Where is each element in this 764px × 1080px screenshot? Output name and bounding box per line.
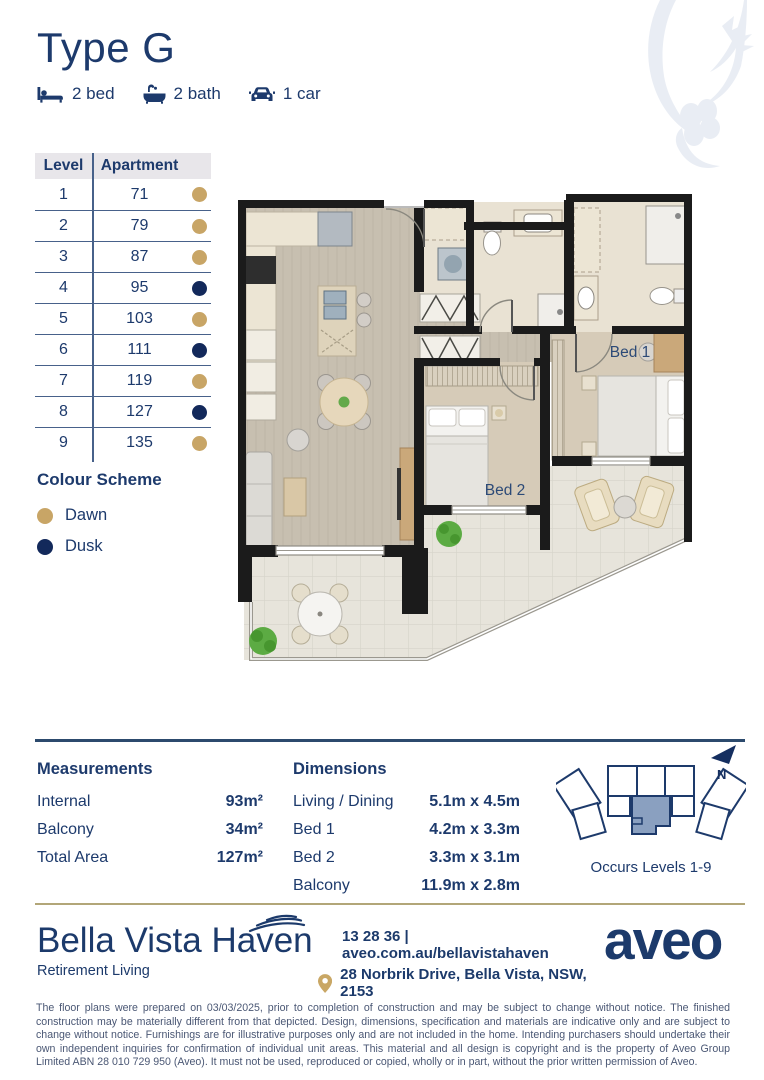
level-cell: 7 — [35, 365, 92, 396]
measurement-row — [37, 821, 263, 839]
table-row — [35, 210, 211, 241]
north-arrow-icon — [708, 743, 744, 785]
scheme-dot — [192, 219, 207, 234]
dimension-value: 3.3m x 3.1m — [429, 849, 520, 866]
measurement-label: Balcony — [37, 821, 94, 838]
apartment-cell: 111 — [92, 334, 187, 365]
locator-caption: Occurs Levels 1-9 — [590, 859, 712, 876]
dimension-label: Bed 1 — [293, 821, 335, 838]
bed-icon — [37, 85, 64, 103]
table-row — [35, 365, 211, 396]
measurement-value: 34m² — [225, 821, 263, 838]
community-tagline: Retirement Living — [37, 962, 150, 979]
measurement-row — [37, 849, 263, 867]
car-icon — [249, 85, 275, 104]
apartment-cell: 87 — [92, 241, 187, 272]
feature-bath-label: 2 bath — [173, 84, 221, 103]
feature-bed — [37, 84, 115, 104]
bath-icon — [143, 84, 166, 104]
swoosh-icon — [248, 914, 306, 934]
scheme-dot — [192, 281, 207, 296]
measurement-label: Internal — [37, 793, 91, 810]
feature-car — [249, 84, 321, 104]
feature-car-label: 1 car — [282, 84, 321, 103]
dawn-dot — [37, 508, 53, 524]
legend-item-dusk — [37, 537, 162, 556]
table-row — [35, 241, 211, 272]
dimension-row — [293, 849, 520, 867]
feature-bed-label: 2 bed — [72, 84, 115, 103]
level-cell: 8 — [35, 396, 92, 427]
dusk-dot — [37, 539, 53, 555]
dimension-value: 11.9m x 2.8m — [421, 877, 520, 894]
address-text: 28 Norbrik Drive, Bella Vista, NSW, 2153 — [340, 966, 587, 1000]
apartment-cell: 103 — [92, 303, 187, 334]
contact-block — [318, 928, 608, 1000]
north-label: N — [717, 767, 727, 782]
aveo-logo: aveo — [604, 909, 722, 971]
community-brand — [37, 922, 313, 979]
section-divider-top — [35, 739, 745, 742]
apartment-table — [35, 153, 211, 458]
table-row — [35, 427, 211, 458]
measurements-section — [37, 760, 263, 877]
page-title: Type G — [37, 24, 176, 71]
feature-bath — [143, 84, 221, 104]
measurements-title: Measurements — [37, 760, 153, 778]
scheme-dot — [192, 250, 207, 265]
dusk-label: Dusk — [65, 537, 103, 555]
measurement-label: Total Area — [37, 849, 109, 866]
level-cell: 4 — [35, 272, 92, 303]
apartment-cell: 127 — [92, 396, 187, 427]
apartment-cell: 135 — [92, 427, 187, 458]
legend-item-dawn — [37, 506, 162, 525]
scheme-dot — [192, 405, 207, 420]
scheme-dot — [192, 436, 207, 451]
table-row — [35, 396, 211, 427]
disclaimer-text: The floor plans were prepared on 03/03/2025, prior to completion of construction and may be subject to change without notice. The finished construction may be materially different from that depicted. Design, dimensions, specification and materials are indicative only and are subject to change without notice. Furnishings are for illustrative purposes only and are not included in the home. Intending purchasers should undertake their own independent inquiries for confirmation of individual unit areas. This material and all design is copyright and is the property of Aveo Group Limited ABN 28 010 729 950 (Aveo). It must not be used, reproduced or copied, wholly or in part, without the prior written permission of Aveo. — [36, 1002, 730, 1069]
apartment-table-header — [35, 153, 211, 179]
dimensions-section — [293, 760, 520, 905]
feature-summary — [37, 84, 321, 104]
dimension-label: Bed 2 — [293, 849, 335, 866]
address-line — [318, 966, 608, 1000]
measurement-row — [37, 793, 263, 811]
dimension-value: 4.2m x 3.3m — [429, 821, 520, 838]
level-cell: 6 — [35, 334, 92, 365]
measurement-value: 93m² — [225, 793, 263, 810]
dawn-label: Dawn — [65, 506, 108, 524]
measurement-value: 127m² — [216, 849, 263, 866]
colour-scheme-title: Colour Scheme — [37, 470, 162, 489]
apartment-cell: 119 — [92, 365, 187, 396]
table-row — [35, 334, 211, 365]
level-cell: 2 — [35, 210, 92, 241]
dimension-label: Balcony — [293, 877, 350, 894]
scheme-dot — [192, 374, 207, 389]
table-row — [35, 272, 211, 303]
community-name: Bella Vista Haven — [37, 921, 313, 960]
location-pin-icon — [318, 973, 332, 994]
level-cell: 9 — [35, 427, 92, 458]
apartment-cell: 95 — [92, 272, 187, 303]
table-row — [35, 303, 211, 334]
dimension-row — [293, 793, 520, 811]
scheme-dot — [192, 312, 207, 327]
level-cell: 3 — [35, 241, 92, 272]
bed1-room-label: Bed 1 — [609, 344, 651, 361]
colour-scheme-legend — [37, 470, 162, 568]
aveo-feather-watermark — [594, 0, 764, 200]
scheme-dot — [192, 187, 207, 202]
section-divider-bottom — [35, 903, 745, 905]
dimensions-title: Dimensions — [293, 760, 387, 778]
apartment-cell: 71 — [130, 185, 149, 203]
apartment-cell: 79 — [92, 210, 187, 241]
dimension-row — [293, 821, 520, 839]
table-column-divider — [92, 153, 94, 462]
level-cell: 1 — [59, 185, 68, 203]
floor-plan — [236, 190, 698, 670]
phone-and-website: 13 28 36 | aveo.com.au/bellavistahaven — [342, 928, 549, 962]
column-header-level: Level — [43, 157, 84, 174]
dimension-label: Living / Dining — [293, 793, 394, 810]
scheme-dot — [192, 343, 207, 358]
level-cell: 5 — [35, 303, 92, 334]
table-row — [35, 179, 211, 210]
bed2-room-label: Bed 2 — [484, 482, 526, 499]
column-header-apartment: Apartment — [100, 157, 179, 174]
dimension-row — [293, 877, 520, 895]
dimension-value: 5.1m x 4.5m — [429, 793, 520, 810]
